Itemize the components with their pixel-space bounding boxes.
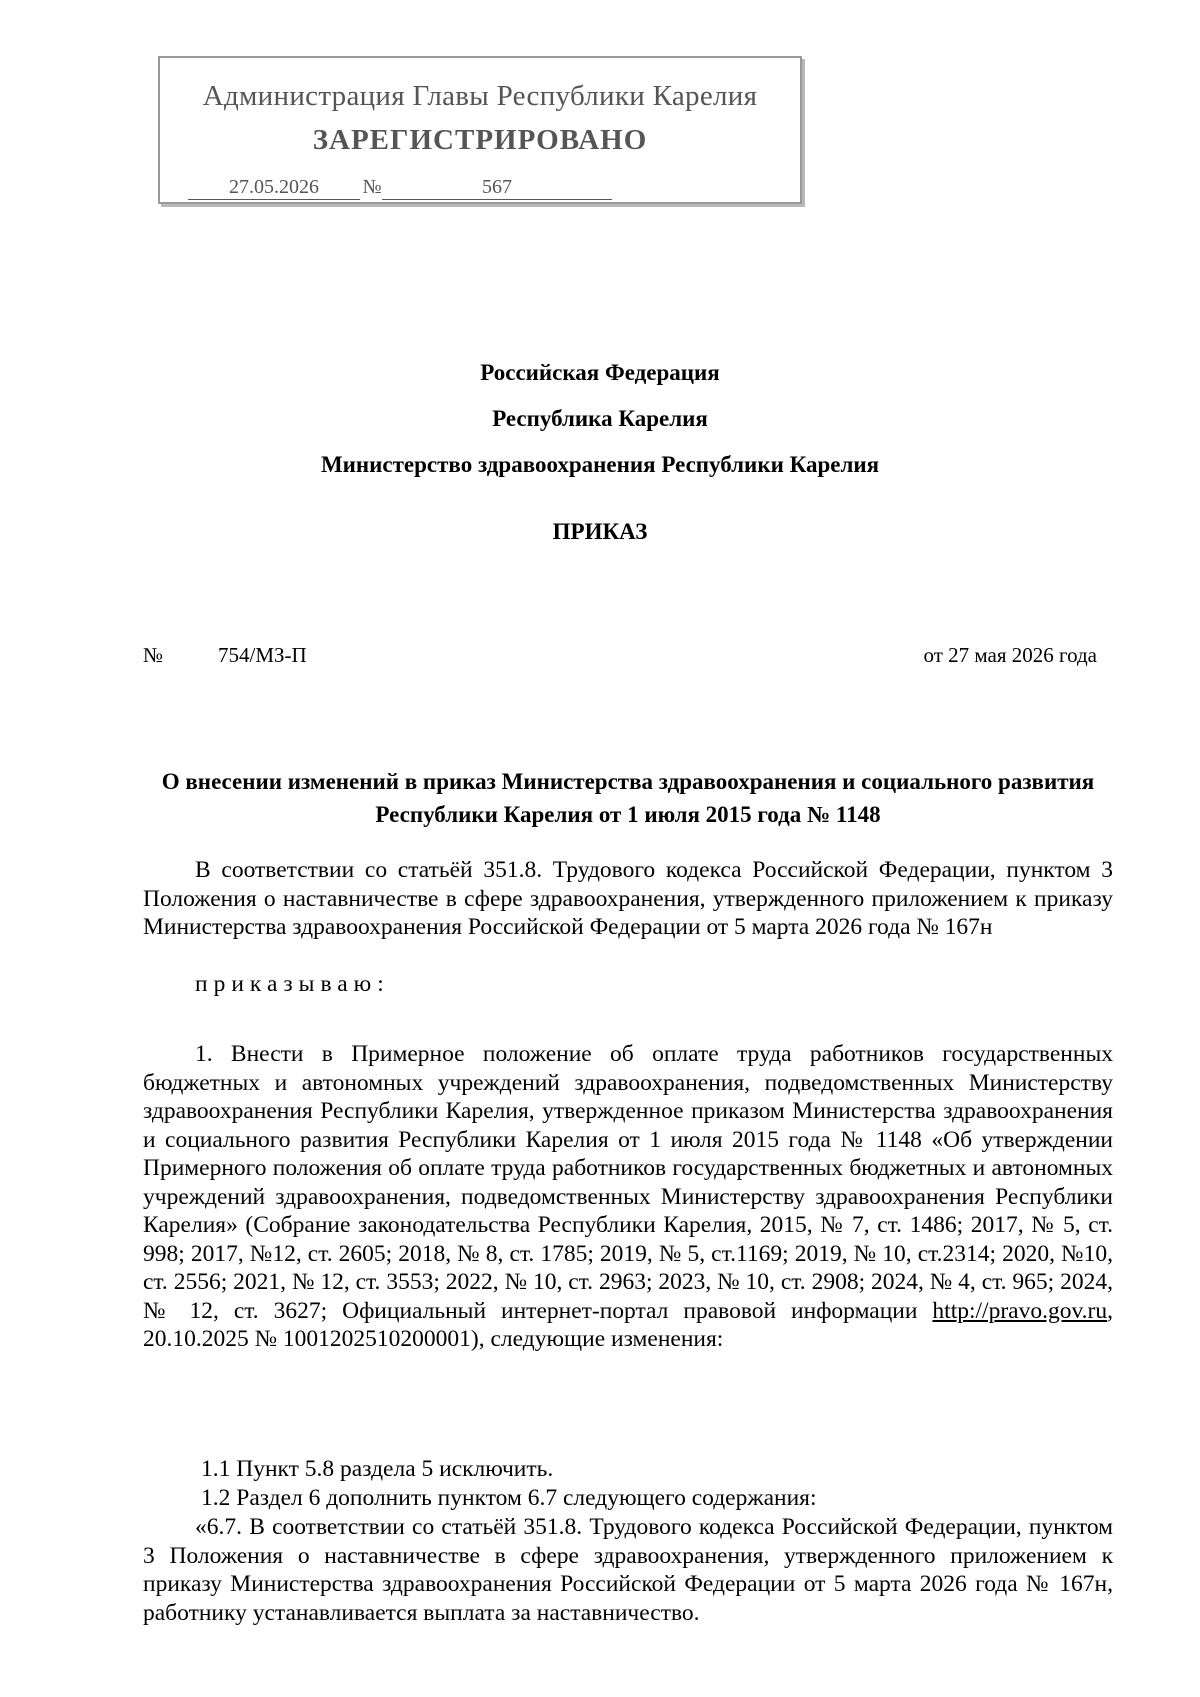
stamp-number-line	[382, 176, 612, 200]
header-republic: Республика Карелия	[492, 406, 708, 431]
stamp-number-label: №	[362, 176, 382, 198]
pravo-link[interactable]: http://pravo.gov.ru	[932, 1297, 1108, 1324]
stamp-registered: ЗАРЕГИСТРИРОВАНО	[312, 124, 648, 156]
registration-stamp	[158, 56, 802, 204]
item-1-1: 1.1 Пункт 5.8 раздела 5 исключить.	[201, 1456, 554, 1482]
header-ministry: Министерство здравоохранения Республики Карелия	[320, 452, 880, 477]
document-type: ПРИКАЗ	[552, 519, 648, 544]
item-1-2: 1.2 Раздел 6 дополнить пунктом 6.7 следующего содержания:	[201, 1485, 817, 1511]
stamp-title: Администрация Главы Республики Карелия	[202, 80, 758, 112]
clause-1	[143, 1040, 1113, 1354]
order-number: 754/МЗ-П	[218, 643, 307, 667]
stamp-date-line	[188, 176, 360, 200]
clause-1-text: 1. Внести в Примерное положение об оплате труда работников государственных бюджетных и автономных учреждений здравоохранения, подведомственных Министерству здравоохранения Республики Карелия, утвержденное приказом Министерства здравоохранения и социального развития Республики Карелия от 1 июля 2015 года № 1148 «Об утверждении Примерного положения об оплате труда работников государственных бюджетных и автономных учреждений здравоохранения, подведомственных Министерству здравоохранения Республики Карелия» (Собрание законодательства Республики Карелия, 2015, № 7, ст. 1486; 2017, № 5, ст. 998; 2017, №12, ст. 2605; 2018, № 8, ст. 1785; 2019, № 5, ст.1169; 2019, № 10, ст.2314; 2020, №10, ст. 2556; 2021, № 12, ст. 3553; 2022, № 10, ст. 2963; 2023, № 10, ст. 2908; 2024, № 4, ст. 965; 2024, № 12, ст. 3627; Официальный интернет-портал правовой информации	[143, 1041, 1113, 1324]
preamble: В соответствии со статьёй 351.8. Трудового кодекса Российской Федерации, пунктом 3 Положения о наставничестве в сфере здравоохранения, утвержденного приложением к приказу Министерства здравоохранения Российской Федерации от 5 марта 2026 года № 167н	[143, 857, 1113, 940]
order-date: от 27 мая 2026 года	[923, 643, 1097, 667]
header-federation: Российская Федерация	[480, 360, 720, 385]
item-6-7: «6.7. В соответствии со статьёй 351.8. Трудового кодекса Российской Федерации, пунктом 3 Положения о наставничестве в сфере здравоохранения, утвержденного приложением к приказу Министерства здравоохранения Российской Федерации от 5 марта 2026 года № 167н, работнику устанавливается выплата за наставничество.	[143, 1514, 1113, 1626]
order-number-label: №	[143, 643, 164, 667]
stamp-date: 27.05.2026	[188, 176, 360, 200]
order-word: приказываю:	[195, 971, 390, 997]
clause-1-text-end: , 20.10.2025 № 1001202510200001), следующие изменения:	[143, 1297, 1113, 1352]
document-title: О внесении изменений в приказ Министерства здравоохранения и социального развития Республики Карелия от 1 июля 2015 года № 1148	[161, 769, 1095, 827]
stamp-number: 567	[382, 176, 612, 200]
